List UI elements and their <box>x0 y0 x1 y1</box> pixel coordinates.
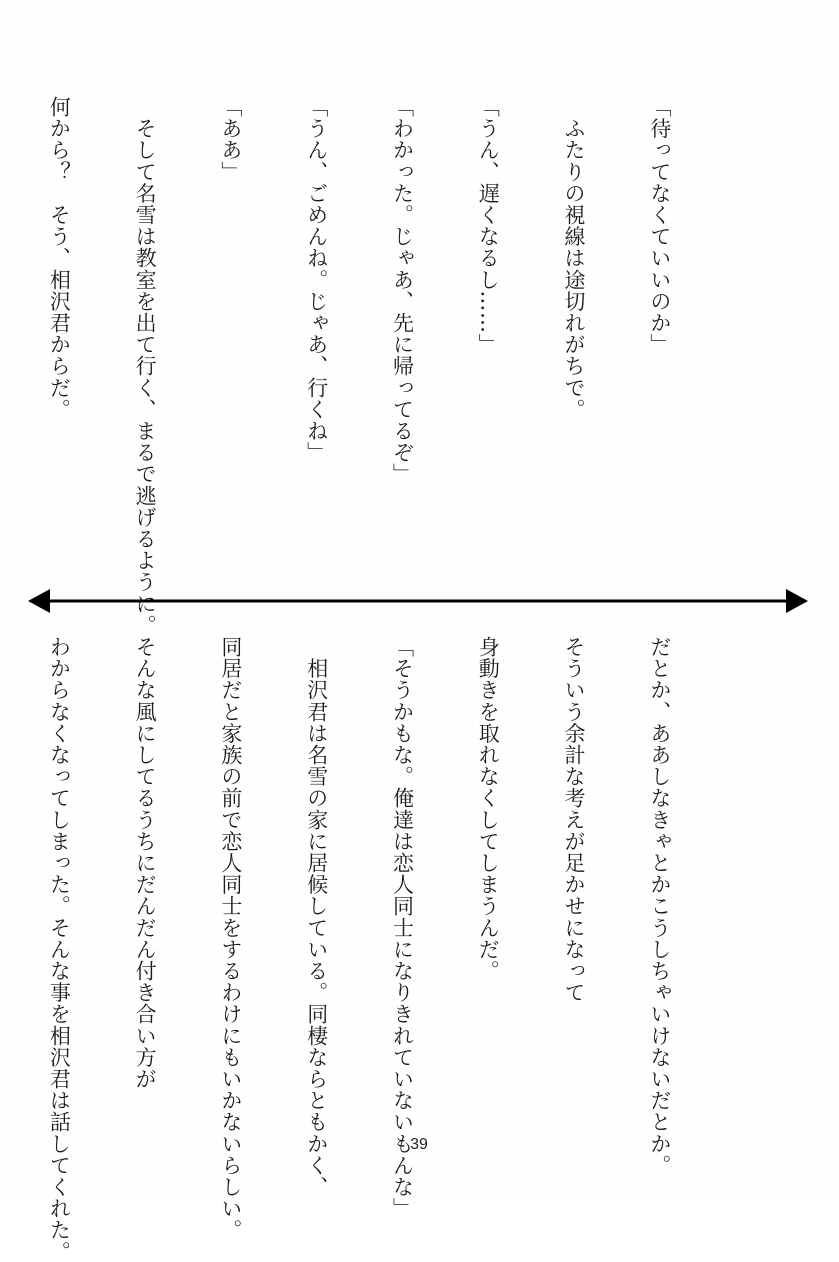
text-line: そんな風にしてるうちにだんだん付き合い方が <box>133 636 158 1090</box>
text-line: 同居だと家族の前で恋人同士をするわけにもいかないらしい。 <box>218 636 243 1241</box>
text-line: 「そうかもな。俺達は恋人同士になりきれていないもんな」 <box>390 636 415 1220</box>
text-line: 「わかった。じゃあ、先に帰ってるぞ」 <box>390 96 415 485</box>
text-line: ふたりの視線は途切れがちで。 <box>562 96 587 420</box>
text-line: 「待ってなくていいのか」 <box>647 96 672 356</box>
text-line: 相沢君は名雪の家に居候している。同棲ならともかく、 <box>304 636 329 1198</box>
text-line: 「ああ」 <box>218 96 243 183</box>
text-line: そういう余計な考えが足かせになって <box>562 636 587 1004</box>
page-number: 39 <box>410 1136 428 1153</box>
text-line: 何から？ そう、相沢君からだ。 <box>47 96 72 420</box>
text-line: そして名雪は教室を出て行く、まるで逃げるように。 <box>133 96 158 636</box>
text-block-top <box>0 96 731 636</box>
double-arrow-divider <box>28 588 808 614</box>
text-line: わからなくなってしまった。そんな事を相沢君は話してくれた。 <box>47 636 72 1262</box>
text-line: だとか、ああしなきゃとかこうしちゃいけないだとか。 <box>647 636 672 1176</box>
text-line: 身動きを取れなくしてしまうんだ。 <box>476 636 501 982</box>
text-line: 「うん、遅くなるし……」 <box>476 96 501 356</box>
text-line: 「うん、ごめんね。じゃあ、行くね」 <box>304 96 329 464</box>
